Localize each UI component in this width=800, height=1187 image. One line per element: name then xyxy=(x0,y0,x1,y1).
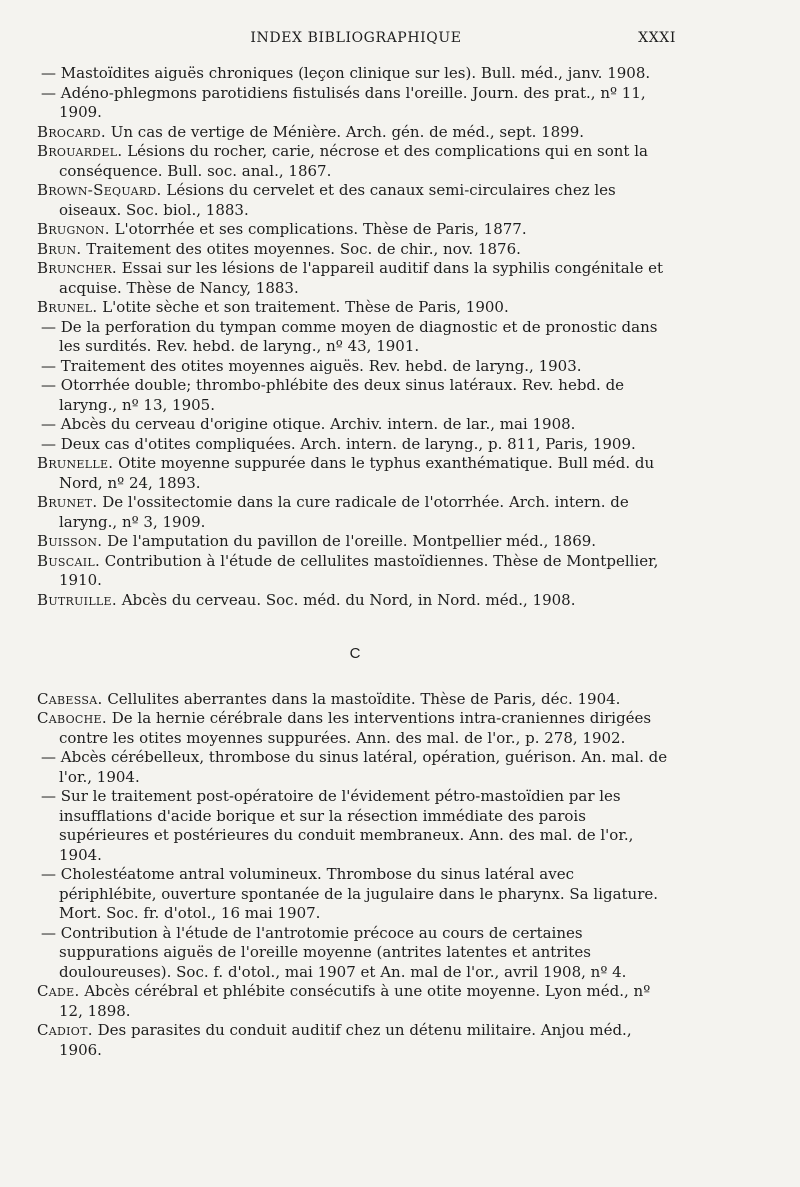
section-b-entries xyxy=(37,64,673,610)
entry-text: Cellulites aberrantes dans la mastoïdite. Thèse de Paris, déc. 1904. xyxy=(107,689,621,708)
entry-ditto-dash: — xyxy=(41,83,56,102)
bibliography-entry xyxy=(37,435,673,455)
section-c-entries xyxy=(37,690,673,1061)
entry-author: Brugnon. xyxy=(37,220,110,238)
entry-text: Cholestéatome antral volumineux. Thrombose du sinus latéral avec périphlébite, ouverture spontanée de la jugulaire dans le pharynx. Sa ligature. Mort. Soc. fr. d'otol., 16 mai 1907. xyxy=(59,865,659,922)
entry-ditto-dash: — xyxy=(41,434,56,453)
bibliography-entry xyxy=(37,240,673,260)
entry-text: Abcès du cerveau d'origine otique. Archiv. intern. de lar., mai 1908. xyxy=(60,415,576,433)
entry-text: Otite moyenne suppurée dans le typhus exanthématique. Bull méd. du Nord, nº 24, 1893. xyxy=(59,454,655,492)
entry-author: Butruille. xyxy=(37,590,117,609)
entry-author: Cabessa. xyxy=(37,689,103,708)
bibliography-entry xyxy=(37,84,673,123)
bibliography-entry xyxy=(37,142,673,181)
entry-text: De l'ossitectomie dans la cure radicale de l'otorrhée. Arch. intern. de laryng., nº 3, 1909. xyxy=(59,493,629,531)
bibliography-entry xyxy=(37,318,673,357)
bibliography-entry xyxy=(37,591,673,611)
bibliography-entry xyxy=(37,532,673,552)
entry-author: Caboche. xyxy=(37,709,107,727)
entry-text: De la perforation du tympan comme moyen de diagnostic et de pronostic dans les surdités. Rev. hebd. de laryng., nº 43, 1901. xyxy=(59,317,658,355)
entry-author: Brunet. xyxy=(37,493,98,511)
entry-text: Essai sur les lésions de l'appareil auditif dans la syphilis congénitale et acquise. Thèse de Nancy, 1883. xyxy=(59,259,664,297)
entry-text: De l'amputation du pavillon de l'oreille. Montpellier méd., 1869. xyxy=(107,532,597,550)
entry-text: L'otorrhée et ses complications. Thèse de Paris, 1877. xyxy=(114,220,527,238)
entry-author: Brunel. xyxy=(37,298,98,316)
entry-text: Otorrhée double; thrombo-phlébite des deux sinus latéraux. Rev. hebd. de laryng., nº 13, 1905. xyxy=(59,376,625,414)
entry-author: Brown-Sequard. xyxy=(37,181,162,199)
entry-author: Brouardel. xyxy=(37,142,123,160)
entry-text: Contribution à l'étude de l'antrotomie précoce au cours de certaines suppurations aiguës de l'oreille moyenne (antrites latentes et antrites douloureuses). Soc. f. d'otol., mai 1907 et An. mal de l'or., avril 1908, nº 4. xyxy=(59,923,627,981)
entry-ditto-dash: — xyxy=(41,923,56,942)
bibliography-entry xyxy=(37,357,673,377)
entry-ditto-dash: — xyxy=(41,376,56,394)
entry-author: Brun. xyxy=(37,239,82,258)
bibliography-entry xyxy=(37,748,673,787)
entry-text: Abcès du cerveau. Soc. méd. du Nord, in Nord. méd., 1908. xyxy=(121,590,576,609)
entry-text: Un cas de vertige de Ménière. Arch. gén. de méd., sept. 1899. xyxy=(110,122,585,141)
entry-text: De la hernie cérébrale dans les interventions intra-craniennes dirigées contre les otites moyennes suppurées. Ann. des mal. de l'or., p. 278, 1902. xyxy=(59,709,652,747)
header-title: INDEX BIBLIOGRAPHIQUE xyxy=(250,30,462,46)
bibliography-entry xyxy=(37,787,673,865)
entry-ditto-dash: — xyxy=(41,787,56,805)
bibliography-entry xyxy=(37,454,673,493)
bibliography-entry xyxy=(37,690,673,710)
entry-text: Sur le traitement post-opératoire de l'évidement pétro-mastoïdien par les insufflations d'acide borique et sur la résection immédiate des parois supérieures et postérieures du conduit membraneux. Ann. des mal. de l'or., 1904. xyxy=(59,787,634,864)
entry-author: Bruncher. xyxy=(37,259,117,277)
entry-text: Abcès cérébelleux, thrombose du sinus latéral, opération, guérison. An. mal. de l'or., 1904. xyxy=(59,748,668,786)
entry-author: Buisson. xyxy=(37,532,103,550)
entry-author: Buscail. xyxy=(37,551,101,570)
section-letter-c: C xyxy=(349,645,361,662)
entry-text: Des parasites du conduit auditif chez un détenu militaire. Anjou méd., 1906. xyxy=(59,1021,632,1059)
bibliography-entry xyxy=(37,298,673,318)
entry-ditto-dash: — xyxy=(41,415,56,433)
entry-text: Abcès cérébral et phlébite consécutifs à une otite moyenne. Lyon méd., nº 12, 1898. xyxy=(59,982,651,1020)
bibliography-entry xyxy=(37,552,673,591)
entry-text: Adéno-phlegmons parotidiens fistulisés dans l'oreille. Journ. des prat., nº 11, 1909. xyxy=(59,83,646,121)
bibliography-entry xyxy=(37,259,673,298)
entry-ditto-dash: — xyxy=(41,317,56,336)
bibliography-entry xyxy=(37,924,673,983)
entry-author: Brocard. xyxy=(37,122,106,141)
bibliography-entry xyxy=(37,1021,673,1060)
entry-ditto-dash: — xyxy=(41,748,56,766)
entry-text: Deux cas d'otites compliquées. Arch. intern. de laryng., p. 811, Paris, 1909. xyxy=(60,434,636,453)
entry-ditto-dash: — xyxy=(41,64,56,82)
entry-text: Traitement des otites moyennes aiguës. Rev. hebd. de laryng., 1903. xyxy=(60,356,582,375)
entry-author: Cadiot. xyxy=(37,1021,93,1039)
bibliography-entry xyxy=(37,376,673,415)
bibliography-entry xyxy=(37,493,673,532)
bibliography-entry xyxy=(37,415,673,435)
entry-ditto-dash: — xyxy=(41,356,56,375)
entry-text: Contribution à l'étude de cellulites mastoïdiennes. Thèse de Montpellier, 1910. xyxy=(59,551,659,589)
entry-text: L'otite sèche et son traitement. Thèse de Paris, 1900. xyxy=(102,298,509,316)
bibliography-entry xyxy=(37,220,673,240)
entry-text: Lésions du cervelet et des canaux semi-circulaires chez les oiseaux. Soc. biol., 1883. xyxy=(59,181,616,219)
bibliography-index xyxy=(37,64,673,1060)
bibliography-entry xyxy=(37,123,673,143)
page-number: XXXI xyxy=(638,30,676,46)
bibliography-entry xyxy=(37,865,673,924)
entry-text: Mastoïdites aiguës chroniques (leçon clinique sur les). Bull. méd., janv. 1908. xyxy=(60,64,651,82)
bibliography-entry xyxy=(37,982,673,1021)
entry-ditto-dash: — xyxy=(41,865,56,883)
bibliography-entry xyxy=(37,64,673,84)
entry-author: Brunelle. xyxy=(37,454,114,472)
running-header xyxy=(36,30,676,52)
entry-text: Traitement des otites moyennes. Soc. de chir., nov. 1876. xyxy=(86,239,521,258)
entry-text: Lésions du rocher, carie, nécrose et des complications qui en sont la conséquence. Bull. soc. anal., 1867. xyxy=(59,142,648,180)
bibliography-entry xyxy=(37,709,673,748)
bibliography-entry xyxy=(37,181,673,220)
entry-author: Cade. xyxy=(37,982,80,1000)
